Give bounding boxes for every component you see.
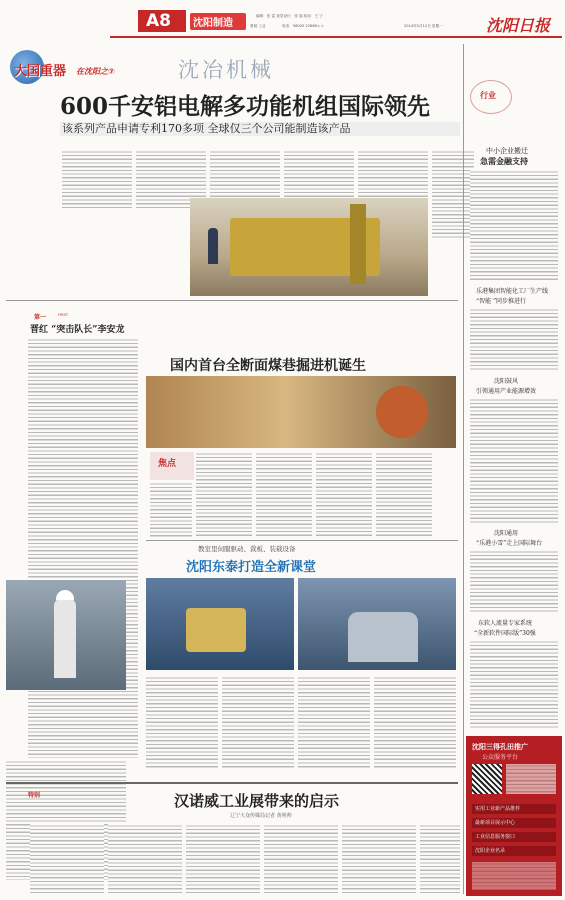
side5-title2: “全新软件国际版”30强 bbox=[474, 630, 536, 637]
paper-logo: 沈阳日报 bbox=[486, 16, 551, 35]
side3-title2: 引领通用产业能源增效 bbox=[476, 388, 537, 395]
ad-item-2[interactable]: 最新项目展示中心 bbox=[472, 818, 556, 828]
series-label: 大国重器 bbox=[14, 64, 67, 79]
sidebar-ad[interactable] bbox=[466, 736, 562, 896]
bottom-body-col4 bbox=[264, 824, 338, 894]
ad-item-3[interactable]: 工业信息服务窗口 bbox=[472, 832, 556, 842]
ad-qr[interactable] bbox=[472, 764, 502, 794]
date-line: 2014年5月12日 星期一 bbox=[404, 24, 443, 28]
side2-title2: “智能 ”同步推进行 bbox=[476, 298, 527, 305]
machine-arm bbox=[350, 204, 366, 284]
story2-body-col4 bbox=[376, 452, 432, 538]
story3-body-col4 bbox=[374, 676, 456, 768]
ad-sub: 公众服务平台 bbox=[482, 754, 519, 761]
lead-kicker: 沈冶机械 bbox=[178, 58, 274, 82]
story3-body-col2 bbox=[222, 676, 294, 768]
divider-story2 bbox=[146, 540, 458, 541]
story1-title: 晋红 “突击队长”李安龙 bbox=[30, 325, 125, 335]
bottom-title: 汉诺威工业展带来的启示 bbox=[174, 792, 340, 810]
side2-body bbox=[470, 308, 558, 370]
sidebar-divider bbox=[463, 44, 464, 894]
worker-figure bbox=[54, 598, 76, 678]
lead-photo bbox=[190, 198, 428, 296]
lead-title: 600千安铝电解多功能机组国际领先 bbox=[60, 93, 431, 120]
worker-figure bbox=[208, 228, 218, 264]
first-tag-en: FIRST bbox=[58, 313, 69, 317]
bottom-tag: 特别 bbox=[28, 792, 41, 799]
side1-title1: 中小企业搬迁 bbox=[486, 147, 528, 155]
bottom-byline: 辽宁大众传媒局记者 黄明帅 bbox=[230, 813, 292, 819]
lead-subtitle: 该系列产品申请专利170多项 全球仅三个公司能制造该产品 bbox=[62, 122, 351, 135]
classroom-robot bbox=[186, 608, 246, 652]
story3-title: 沈阳东泰打造全新课堂 bbox=[186, 560, 317, 575]
divider-bottom bbox=[6, 782, 458, 784]
series-sub: 在沈阳之⑦ bbox=[76, 67, 115, 76]
lead-body-col3 bbox=[210, 150, 280, 200]
ad-item-4[interactable]: 沈阳企业名录 bbox=[472, 846, 556, 856]
story2-body-col5 bbox=[150, 482, 192, 538]
masthead bbox=[0, 0, 565, 40]
side2-title1: 乐港集团智能化工厂生产线 bbox=[476, 288, 549, 295]
side1-body bbox=[470, 170, 558, 280]
masthead-rule bbox=[110, 36, 562, 38]
lead-body-col6 bbox=[432, 150, 474, 238]
bottom-body-col5 bbox=[342, 824, 416, 894]
first-tag: 第一 bbox=[34, 314, 47, 321]
sidebar-tag: 行业 bbox=[480, 91, 496, 100]
page-number: A8 bbox=[146, 11, 171, 31]
ad-item-1[interactable]: 实用工业新产品推荐 bbox=[472, 804, 556, 814]
bottom-body-col1 bbox=[30, 824, 104, 894]
ad-text bbox=[506, 764, 556, 794]
story2-body-col2 bbox=[256, 452, 312, 538]
story2-title: 国内首台全断面煤巷掘进机诞生 bbox=[170, 358, 366, 374]
story3-kicker: 教室里伺服驱动、裁板、装载设备 bbox=[198, 545, 296, 553]
story2-body-col3 bbox=[316, 452, 372, 538]
side4-body bbox=[470, 550, 558, 614]
side4-title1: 沈阳通用 bbox=[494, 530, 519, 537]
story3-body-col1 bbox=[146, 676, 218, 768]
lead-body-col1 bbox=[62, 150, 132, 208]
bottom-body-col3 bbox=[186, 824, 260, 894]
story3-photo-left bbox=[146, 578, 294, 670]
story3-photo-right bbox=[298, 578, 456, 670]
side3-title1: 沈阳鼓风 bbox=[494, 378, 519, 385]
side5-body bbox=[470, 640, 558, 730]
story1-photo bbox=[6, 580, 126, 690]
phone-line: 电话：96003 22868＊＊ bbox=[282, 24, 324, 28]
series-logo bbox=[10, 48, 130, 86]
drill-head bbox=[376, 386, 428, 438]
side4-title2: “乐港小雪”走上国际舞台 bbox=[476, 540, 543, 547]
story2-body-col1 bbox=[196, 452, 252, 538]
bottom-body-col2 bbox=[108, 824, 182, 894]
student-figures bbox=[348, 612, 418, 662]
side5-title1: 东软人流量专家系统 bbox=[478, 620, 533, 627]
story2-tag: 焦点 bbox=[158, 459, 177, 469]
section-sub: 要闻·工业 bbox=[250, 24, 266, 28]
side3-body bbox=[470, 398, 558, 524]
side1-title2: 急需金融支持 bbox=[480, 156, 528, 166]
ad-footer-text bbox=[472, 862, 556, 890]
ad-head: 沈阳三得孔田推广 bbox=[472, 743, 528, 751]
story3-body-col3 bbox=[298, 676, 370, 768]
divider-lead bbox=[6, 300, 458, 301]
bottom-body-col6 bbox=[420, 824, 460, 894]
story1-body bbox=[28, 338, 138, 758]
editor-line: 编辑：张 雷 视觉设计：张 丽 检读：王 宁 bbox=[256, 14, 323, 18]
helmet bbox=[56, 590, 74, 600]
story2-photo bbox=[146, 376, 456, 448]
section-title: 沈阳制造 bbox=[193, 18, 233, 29]
